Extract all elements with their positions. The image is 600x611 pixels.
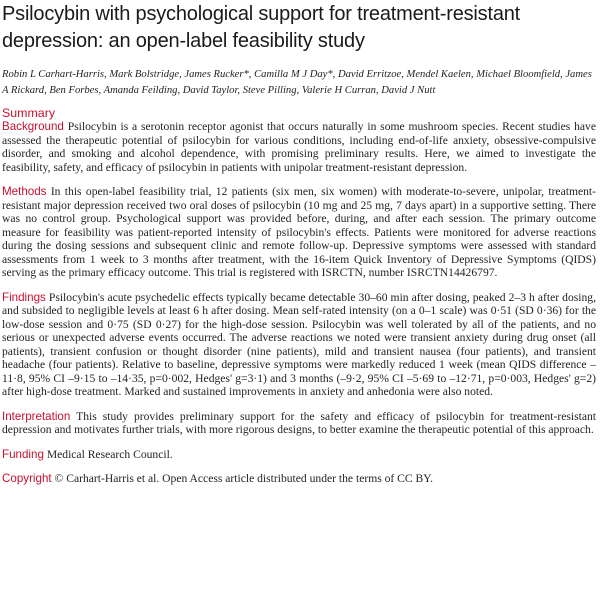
background-label: Background [2,120,64,133]
copyright-text: © Carhart-Harris et al. Open Access article distributed under the terms of CC BY. [54,472,434,485]
copyright-section [2,472,596,486]
copyright-label: Copyright [2,472,52,485]
findings-section [2,291,596,399]
methods-section [2,185,596,280]
funding-label: Funding [2,447,44,461]
methods-label: Methods [2,185,47,198]
funding-text: Medical Research Council. [46,447,173,461]
funding-section [2,448,596,462]
summary-heading: Summary [2,106,56,120]
interpretation-text: This study provides preliminary support for the safety and efficacy of psilocybin for treatment-resistant depression and motivates further trials, with more rigorous designs, to better examine the therapeutic potential of this approach. [2,409,596,436]
author-list: Robin L Carhart-Harris, Mark Bolstridge, James Rucker*, Camilla M J Day*, David Erritzoe, Mendel Kaelen, Michael Bloomfield, James A Rickard, Ben Forbes, Amanda Feilding, David Taylor, Steve Pilling, Valerie H Curran, David J Nutt [2,69,592,96]
methods-text: In this open-label feasibility trial, 12 patients (six men, six women) with moderate-to-severe, unipolar, treatment-resistant major depression received two oral doses of psilocybin (10 mg and 25 mg, 7 days apart) in a supportive setting. There was no control group. Psychological support was provided before, during, and after each session. The primary outcome measure for feasibility was patient-reported intensity of psilocybin's effects. Patients were monitored for adverse reactions during the dosing sessions and subsequent clinic and remote follow-up. Depressive symptoms were assessed with standard assessments from 1 week to 3 months after treatment, with the 16-item Quick Inventory of Depressive Symptoms (QIDS) serving as the primary efficacy outcome. This trial is registered with ISRCTN, number ISRCTN14426797. [2,185,596,279]
paper-title: Psilocybin with psychological support for treatment-resistant depression: an open-label feasibility study [2,3,521,52]
interpretation-label: Interpretation [2,409,71,423]
interpretation-section [2,410,596,437]
findings-label: Findings [2,290,46,304]
background-text: Psilocybin is a serotonin receptor agonist that occurs naturally in some mushroom species. Recent studies have assessed the therapeutic potential of psilocybin for various conditions, including end-of-life anxiety, obsessive-compulsive disorder, and smoking and alcohol dependence, with promising preliminary results. Here, we aimed to investigate the feasibility, safety, and efficacy of psilocybin in patients with unipolar treatment-resistant depression. [2,120,596,174]
findings-text: Psilocybin's acute psychedelic effects typically became detectable 30–60 min after dosing, peaked 2–3 h after dosing, and subsided to negligible levels at least 6 h after dosing. Mean self-rated intensity (on a 0–1 scale) was 0·51 (SD 0·36) for the low-dose session and 0·75 (SD 0·27) for the high-dose session. Psilocybin was well tolerated by all of the patients, and no serious or unexpected adverse events occurred. The adverse reactions we noted were transient anxiety during drug onset (all patients), transient confusion or thought disorder (nine patients), mild and transient nausea (four patients), and transient headache (four patients). Relative to baseline, depressive symptoms were markedly reduced 1 week (mean QIDS difference –11·8, 95% CI –9·15 to –14·35, p=0·002, Hedges' g=3·1) and 3 months (–9·2, 95% CI –5·69 to –12·71, p=0·003, Hedges' g=2) after high-dose treatment. Marked and sustained improvements in anxiety and anhedonia were also noted. [2,290,596,398]
background-section [2,120,596,174]
